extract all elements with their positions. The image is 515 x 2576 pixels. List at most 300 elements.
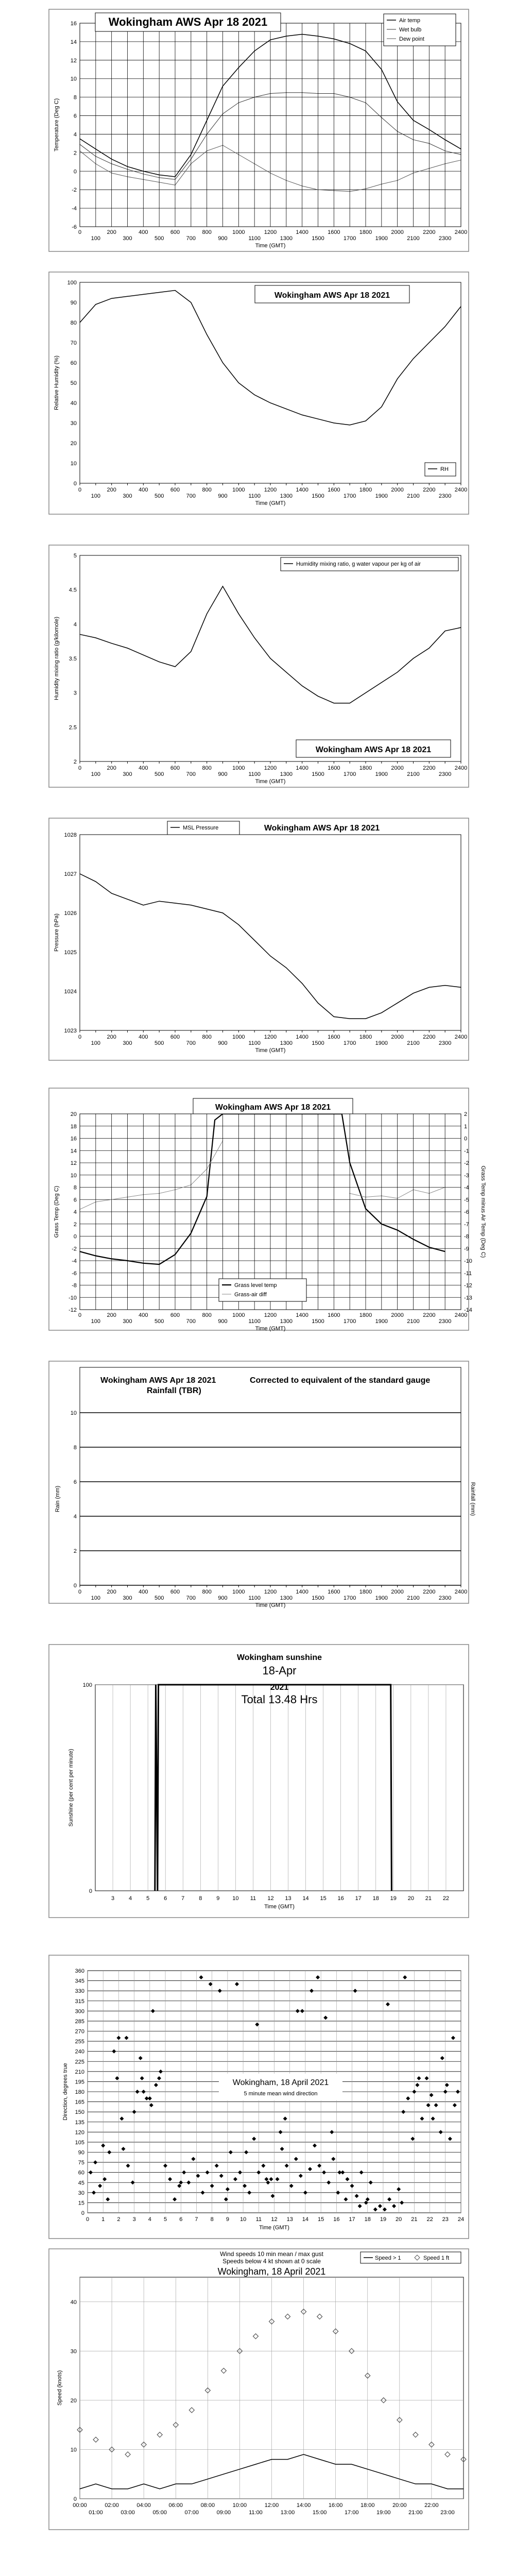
wdir-xtick-label: 14	[302, 2216, 309, 2223]
rain-ylabel2: Rainfall (mm)	[470, 1482, 476, 1516]
rh-xtick-label: 1100	[248, 493, 261, 499]
wspeed-ytick-label: 40	[70, 2299, 77, 2306]
temp-ylabel: Temperature (Deg C)	[54, 98, 60, 152]
grass-ytick-label: 10	[70, 1172, 77, 1179]
pressure-xtick-label: 1200	[264, 1034, 277, 1040]
mix-title: Wokingham AWS Apr 18 2021	[315, 745, 432, 754]
temp-point	[95, 163, 96, 164]
wdir-xtick-label: 22	[426, 2216, 433, 2223]
rh-xtick-label: 700	[186, 493, 196, 499]
mix-point	[460, 627, 461, 628]
grass-point	[143, 1194, 144, 1195]
grass-point	[365, 1208, 366, 1209]
sun-xtick-label: 3	[111, 1895, 115, 1902]
wspeed-xtick-label: 05:00	[152, 2510, 167, 2516]
grass-ytick-label: 14	[70, 1148, 77, 1155]
rain-xtick-label: 1000	[232, 1589, 245, 1595]
mix-xlabel: Time (GMT)	[255, 778, 286, 785]
grass-xtick-label: 800	[202, 1312, 212, 1318]
wspeed-xtick-label: 23:00	[440, 2510, 455, 2516]
pressure-xtick-label: 1300	[280, 1040, 293, 1046]
pressure-ytick-label: 1023	[64, 1028, 77, 1034]
grass-ytick2-label: 0	[464, 1136, 468, 1142]
rh-ytick-label: 80	[70, 320, 77, 326]
rh-xtick-label: 1800	[359, 487, 372, 493]
mix-xtick-label: 800	[202, 765, 212, 771]
grass-point	[429, 1193, 430, 1194]
grass-point	[159, 1264, 160, 1265]
wdir-ytick-label: 15	[78, 2200, 84, 2207]
wdir-ytick-label: 105	[75, 2139, 84, 2146]
grass-legend-label: Grass-air diff	[234, 1292, 267, 1298]
rain-xtick-label: 900	[218, 1595, 228, 1601]
rh-xtick-label: 900	[218, 493, 228, 499]
pressure-ytick-label: 1026	[64, 910, 77, 917]
wspeed-point	[255, 2464, 256, 2465]
wspeed-point	[351, 2464, 352, 2465]
temp-xtick-label: 400	[139, 229, 148, 235]
wdir-xtick-label: 2	[117, 2216, 121, 2223]
wdir-xtick-label: 11	[255, 2216, 262, 2223]
mix-xtick-label: 1500	[312, 771, 324, 777]
temp-point	[222, 113, 223, 114]
sun-xtick-label: 5	[146, 1895, 150, 1902]
grass-ytick2-label: -12	[464, 1282, 472, 1289]
mix-xtick-label: 400	[139, 765, 148, 771]
sun-ytick-label: 0	[89, 1888, 92, 1894]
wdir-xtick-label: 3	[132, 2216, 136, 2223]
grass-ytick-label: 0	[73, 1233, 77, 1240]
wdir-ytick-label: 300	[75, 2008, 84, 2015]
wdir-xlabel: Time (GMT)	[259, 2225, 289, 2231]
wdir-ytick-label: 360	[75, 1968, 84, 1974]
rain-ytick-label: 8	[73, 1445, 77, 1451]
sun-xlabel: Time (GMT)	[264, 1904, 295, 1910]
grass-ytick-label: 6	[73, 1197, 77, 1204]
grass-point	[79, 1209, 80, 1210]
pressure-point	[79, 873, 80, 874]
sun-plot-area	[95, 1685, 464, 1891]
sun-xtick-label: 16	[337, 1895, 344, 1902]
wspeed-xtick-label: 01:00	[89, 2510, 103, 2516]
pressure-xlabel: Time (GMT)	[255, 1047, 286, 1054]
wspeed-xtick-label: 17:00	[344, 2510, 359, 2516]
rh-xtick-label: 1000	[232, 487, 245, 493]
grass-ytick-label: -8	[72, 1282, 77, 1289]
rh-xtick-label: 1700	[343, 493, 356, 499]
mix-ytick-label: 2.5	[68, 724, 77, 731]
sun-ylabel: Sunshine (per cent per minute)	[68, 1749, 74, 1827]
grass-ytick-label: 8	[73, 1184, 77, 1191]
pressure-xtick-label: 400	[139, 1034, 148, 1040]
wdir-xtick-label: 24	[457, 2216, 465, 2223]
mix-xtick-label: 1600	[328, 765, 340, 771]
grass-xtick-label: 1600	[328, 1312, 340, 1318]
rh-ylabel: Relative Humidity (%)	[54, 355, 60, 410]
wdir-xtick-label: 0	[85, 2216, 90, 2223]
wdir-ytick-label: 210	[75, 2069, 84, 2075]
rh-point	[143, 294, 144, 295]
temp-point	[143, 171, 144, 172]
grass-xtick-label: 500	[154, 1318, 164, 1325]
temp-ytick-label: 14	[70, 39, 77, 45]
temp-point	[429, 143, 430, 144]
rain-note: Corrected to equivalent of the standard gauge	[250, 1376, 431, 1385]
sun-point	[390, 1684, 391, 1685]
rh-ytick-label: 100	[67, 280, 77, 286]
wdir-ytick-label: 90	[78, 2149, 84, 2156]
temp-xlabel: Time (GMT)	[255, 243, 286, 249]
temp-point	[127, 176, 128, 177]
grass-ytick2-label: -9	[464, 1246, 469, 1252]
grass-ytick2-label: -13	[464, 1295, 472, 1301]
grass-xtick-label: 900	[218, 1318, 228, 1325]
mix-xtick-label: 1100	[248, 771, 261, 777]
wspeed-point	[463, 2488, 464, 2489]
pressure-point	[238, 924, 239, 925]
wdir-xtick-label: 15	[318, 2216, 324, 2223]
temp-legend-label: Dew point	[399, 36, 424, 42]
temp-xtick-label: 100	[91, 235, 101, 242]
wdir-ytick-label: 315	[75, 1998, 84, 2005]
temp-xtick-label: 2300	[438, 235, 452, 242]
rain-xtick-label: 700	[186, 1595, 196, 1601]
pressure-xtick-label: 300	[123, 1040, 132, 1046]
rain-xtick-label: 100	[91, 1595, 101, 1601]
sun-xtick-label: 10	[232, 1895, 239, 1902]
mix-xtick-label: 600	[170, 765, 180, 771]
temp-ytick-label: 12	[70, 57, 77, 64]
rain-plot-area	[80, 1367, 461, 1585]
rh-xtick-label: 500	[154, 493, 164, 499]
wspeed-xtick-label: 22:00	[424, 2502, 439, 2509]
mix-xtick-label: 2000	[391, 765, 404, 771]
temp-point	[111, 163, 112, 164]
rain-xtick-label: 1100	[248, 1595, 261, 1601]
wdir-ytick-label: 255	[75, 2039, 84, 2045]
pressure-ytick-label: 1025	[64, 950, 77, 956]
grass-ytick2-label: -14	[464, 1307, 472, 1313]
grass-ytick2-label: -2	[464, 1160, 469, 1166]
sun-total: Total 13.48 Hrs	[241, 1693, 318, 1706]
temp-point	[95, 156, 96, 157]
pressure-ylabel: Pressure (hPa)	[54, 913, 60, 952]
wspeed-point	[111, 2488, 112, 2489]
grass-xtick-label: 1500	[312, 1318, 324, 1325]
temp-point	[460, 154, 461, 155]
wspeed-xtick-label: 21:00	[408, 2510, 423, 2516]
wdir-ytick-label: 180	[75, 2089, 84, 2095]
wspeed-xtick-label: 16:00	[328, 2502, 343, 2509]
rh-ytick-label: 70	[70, 340, 77, 346]
grass-ytick-label: -2	[72, 1246, 77, 1252]
wspeed-xtick-label: 09:00	[216, 2510, 231, 2516]
grass-xtick-label: 100	[91, 1318, 101, 1325]
pressure-xtick-label: 200	[107, 1034, 116, 1040]
temp-point	[429, 129, 430, 130]
rain-xtick-label: 200	[107, 1589, 116, 1595]
temp-point	[365, 50, 366, 51]
temp-xtick-label: 500	[154, 235, 164, 242]
temp-ytick-label: -6	[72, 224, 77, 230]
wspeed-note: Wind speeds 10 min mean / max gust	[220, 2250, 323, 2258]
pressure-ytick-label: 1028	[64, 832, 77, 838]
mix-ytick-label: 3	[73, 690, 77, 697]
mix-point	[254, 637, 255, 638]
grass-xtick-label: 1400	[296, 1312, 308, 1318]
grass-point	[159, 1193, 160, 1194]
rain-xtick-label: 1800	[359, 1589, 372, 1595]
grass-ytick-label: -4	[72, 1258, 77, 1264]
grass-xtick-label: 1700	[343, 1318, 356, 1325]
mix-xtick-label: 1000	[232, 765, 245, 771]
rh-xtick-label: 0	[78, 487, 82, 493]
rh-ytick-label: 0	[73, 481, 77, 487]
rain-xtick-label: 1500	[312, 1595, 324, 1601]
temp-point	[397, 101, 398, 102]
wspeed-point	[383, 2474, 384, 2475]
temp-xtick-label: 600	[170, 229, 180, 235]
wspeed-note2: Speeds below 4 kt shown at 0 scale	[222, 2258, 321, 2265]
rh-xtick-label: 2200	[423, 487, 436, 493]
sun-xtick-label: 7	[181, 1895, 185, 1902]
pressure-xtick-label: 1100	[248, 1040, 261, 1046]
grass-ytick2-label: 2	[464, 1111, 468, 1117]
temp-point	[413, 120, 414, 121]
temp-point	[127, 169, 128, 170]
grass-ytick-label: 12	[70, 1160, 77, 1166]
temp-ytick-label: -4	[72, 206, 77, 212]
wspeed-xtick-label: 12:00	[264, 2502, 279, 2509]
grass-xtick-label: 200	[107, 1312, 116, 1318]
grass-xtick-label: 1300	[280, 1318, 293, 1325]
mix-xtick-label: 1700	[343, 771, 356, 777]
wspeed-xtick-label: 02:00	[105, 2502, 119, 2509]
grass-ytick-label: -10	[68, 1295, 77, 1301]
grass-ytick-label: 16	[70, 1136, 77, 1142]
pressure-title: Wokingham AWS Apr 18 2021	[264, 824, 380, 833]
rh-ytick-label: 20	[70, 440, 77, 447]
temp-xtick-label: 1700	[343, 235, 356, 242]
wdir-xtick-label: 5	[163, 2216, 167, 2223]
grass-xtick-label: 1800	[359, 1312, 372, 1318]
temp-ytick-label: 16	[70, 21, 77, 27]
rain-xtick-label: 2300	[438, 1595, 452, 1601]
sun-xtick-label: 18	[372, 1895, 379, 1902]
mix-xtick-label: 1400	[296, 765, 308, 771]
temp-ytick-label: 10	[70, 76, 77, 82]
wdir-xtick-label: 8	[210, 2216, 214, 2223]
rh-title: Wokingham AWS Apr 18 2021	[274, 291, 390, 300]
wspeed-xtick-label: 04:00	[136, 2502, 151, 2509]
temp-xtick-label: 700	[186, 235, 196, 242]
sun-xtick-label: 19	[390, 1895, 397, 1902]
grass-xtick-label: 700	[186, 1318, 196, 1325]
rh-ytick-label: 50	[70, 380, 77, 386]
rh-xtick-label: 2300	[438, 493, 452, 499]
rain-title: Wokingham AWS Apr 18 2021	[100, 1376, 216, 1385]
temp-point	[143, 179, 144, 180]
grass-ytick2-label: -7	[464, 1221, 469, 1228]
temp-point	[159, 177, 160, 178]
pressure-xtick-label: 500	[154, 1040, 164, 1046]
wdir-ytick-label: 195	[75, 2079, 84, 2086]
temp-xtick-label: 1900	[375, 235, 388, 242]
grass-legend-label: Grass level temp	[234, 1282, 277, 1289]
pressure-point	[254, 940, 255, 941]
mix-xtick-label: 2300	[438, 771, 452, 777]
wspeed-ylabel: Speed (knots)	[57, 2370, 63, 2406]
wdir-xtick-label: 10	[239, 2216, 247, 2223]
grass-ylabel2: Grass Temp minus Air Temp (Deg C)	[480, 1165, 486, 1258]
mix-xtick-label: 2400	[454, 765, 468, 771]
pressure-point	[429, 987, 430, 988]
rh-xtick-label: 300	[123, 493, 132, 499]
sun-xtick-label: 17	[355, 1895, 362, 1902]
rh-point	[79, 322, 80, 323]
grass-xtick-label: 1000	[232, 1312, 245, 1318]
temp-point	[254, 163, 255, 164]
temp-ytick-label: 6	[73, 113, 77, 120]
wdir-ytick-label: 120	[75, 2129, 84, 2136]
mix-ytick-label: 4.5	[68, 587, 77, 594]
rh-xtick-label: 1400	[296, 487, 308, 493]
grass-ytick-label: -6	[72, 1270, 77, 1277]
grass-ytick2-label: -11	[464, 1270, 472, 1277]
mix-xtick-label: 300	[123, 771, 132, 777]
wspeed-point	[447, 2488, 448, 2489]
pressure-xtick-label: 700	[186, 1040, 196, 1046]
wspeed-xtick-label: 10:00	[232, 2502, 247, 2509]
mix-xtick-label: 200	[107, 765, 116, 771]
rh-point	[238, 382, 239, 383]
rh-xtick-label: 800	[202, 487, 212, 493]
rh-xtick-label: 600	[170, 487, 180, 493]
mix-xtick-label: 2200	[423, 765, 436, 771]
temp-xtick-label: 1100	[248, 235, 261, 242]
temp-xtick-label: 800	[202, 229, 212, 235]
wdir-ytick-label: 330	[75, 1988, 84, 1995]
wspeed-ytick-label: 10	[70, 2447, 77, 2453]
wdir-ytick-label: 0	[81, 2210, 84, 2216]
mix-xtick-label: 1200	[264, 765, 277, 771]
rh-xtick-label: 2100	[407, 493, 420, 499]
sun-xtick-label: 11	[250, 1895, 256, 1902]
mix-point	[95, 637, 96, 638]
rh-xtick-label: 1600	[328, 487, 340, 493]
wdir-xtick-label: 13	[286, 2216, 293, 2223]
wdir-xtick-label: 16	[333, 2216, 340, 2223]
sun-point	[154, 1890, 155, 1891]
grass-xtick-label: 600	[170, 1312, 180, 1318]
wdir-ytick-label: 150	[75, 2109, 84, 2116]
wdir-ytick-label: 225	[75, 2059, 84, 2065]
grass-xtick-label: 1900	[375, 1318, 388, 1325]
pressure-xtick-label: 2200	[423, 1034, 436, 1040]
mix-legend-label: Humidity mixing ratio, g water vapour per kg of air	[296, 561, 421, 567]
rain-subtitle: Rainfall (TBR)	[147, 1386, 201, 1395]
wdir-xtick-label: 18	[364, 2216, 371, 2223]
mix-point	[79, 634, 80, 635]
sun-xtick-label: 21	[425, 1895, 432, 1902]
mix-xtick-label: 900	[218, 771, 228, 777]
rh-xtick-label: 1500	[312, 493, 324, 499]
temp-point	[254, 50, 255, 51]
rh-ytick-label: 40	[70, 400, 77, 406]
rain-xtick-label: 1200	[264, 1589, 277, 1595]
grass-ytick2-label: -5	[464, 1197, 469, 1204]
pressure-xtick-label: 2400	[454, 1034, 468, 1040]
grass-ytick-label: 4	[73, 1209, 77, 1215]
temp-legend-label: Air temp	[399, 18, 420, 24]
mix-point	[381, 682, 382, 683]
grass-xtick-label: 300	[123, 1318, 132, 1325]
sun-date: 18-Apr	[262, 1664, 297, 1677]
wspeed-xtick-label: 06:00	[168, 2502, 183, 2509]
pressure-xtick-label: 0	[78, 1034, 82, 1040]
rain-xtick-label: 2200	[423, 1589, 436, 1595]
wspeed-ytick-label: 0	[73, 2496, 77, 2502]
wdir-xtick-label: 19	[380, 2216, 387, 2223]
rain-xtick-label: 300	[123, 1595, 132, 1601]
pressure-xtick-label: 2300	[438, 1040, 452, 1046]
mix-xtick-label: 500	[154, 771, 164, 777]
grass-xtick-label: 1200	[264, 1312, 277, 1318]
rh-xtick-label: 1900	[375, 493, 388, 499]
wspeed-legend-label: Speed > 1	[375, 2255, 401, 2261]
mix-ytick-label: 5	[73, 553, 77, 559]
rain-xtick-label: 400	[139, 1589, 148, 1595]
rain-xtick-label: 1700	[343, 1595, 356, 1601]
rh-plot-area	[80, 282, 461, 483]
grass-point	[127, 1260, 128, 1261]
pressure-plot-area	[80, 835, 461, 1030]
temp-xtick-label: 1000	[232, 229, 245, 235]
mix-xtick-label: 2100	[407, 771, 420, 777]
rh-point	[159, 292, 160, 293]
temp-xtick-label: 1200	[264, 229, 277, 235]
sun-xtick-label: 20	[407, 1895, 414, 1902]
temp-point	[79, 144, 80, 145]
temp-xtick-label: 1300	[280, 235, 293, 242]
rh-xtick-label: 100	[91, 493, 101, 499]
wspeed-ytick-label: 30	[70, 2348, 77, 2355]
wdir-ytick-label: 60	[78, 2170, 84, 2176]
grass-xtick-label: 2100	[407, 1318, 420, 1325]
sun-point	[157, 1890, 158, 1891]
pressure-xtick-label: 2000	[391, 1034, 404, 1040]
pressure-point	[127, 899, 128, 900]
rh-xtick-label: 200	[107, 487, 116, 493]
temp-point	[238, 154, 239, 155]
rh-point	[429, 342, 430, 343]
rain-xtick-label: 2400	[454, 1589, 468, 1595]
temp-title: Wokingham AWS Apr 18 2021	[108, 15, 268, 28]
grass-ytick2-label: -8	[464, 1233, 469, 1240]
grass-xlabel: Time (GMT)	[255, 1326, 286, 1332]
rh-ytick-label: 30	[70, 420, 77, 427]
grass-xtick-label: 2400	[454, 1312, 468, 1318]
wdir-xtick-label: 23	[442, 2216, 449, 2223]
temp-xtick-label: 2200	[423, 229, 436, 235]
rain-xtick-label: 2100	[407, 1595, 420, 1601]
wspeed-xtick-label: 08:00	[200, 2502, 215, 2509]
mix-xtick-label: 1800	[359, 765, 372, 771]
pressure-xtick-label: 900	[218, 1040, 228, 1046]
pressure-point	[222, 912, 223, 913]
pressure-xtick-label: 100	[91, 1040, 101, 1046]
grass-title: Wokingham AWS Apr 18 2021	[215, 1103, 331, 1112]
